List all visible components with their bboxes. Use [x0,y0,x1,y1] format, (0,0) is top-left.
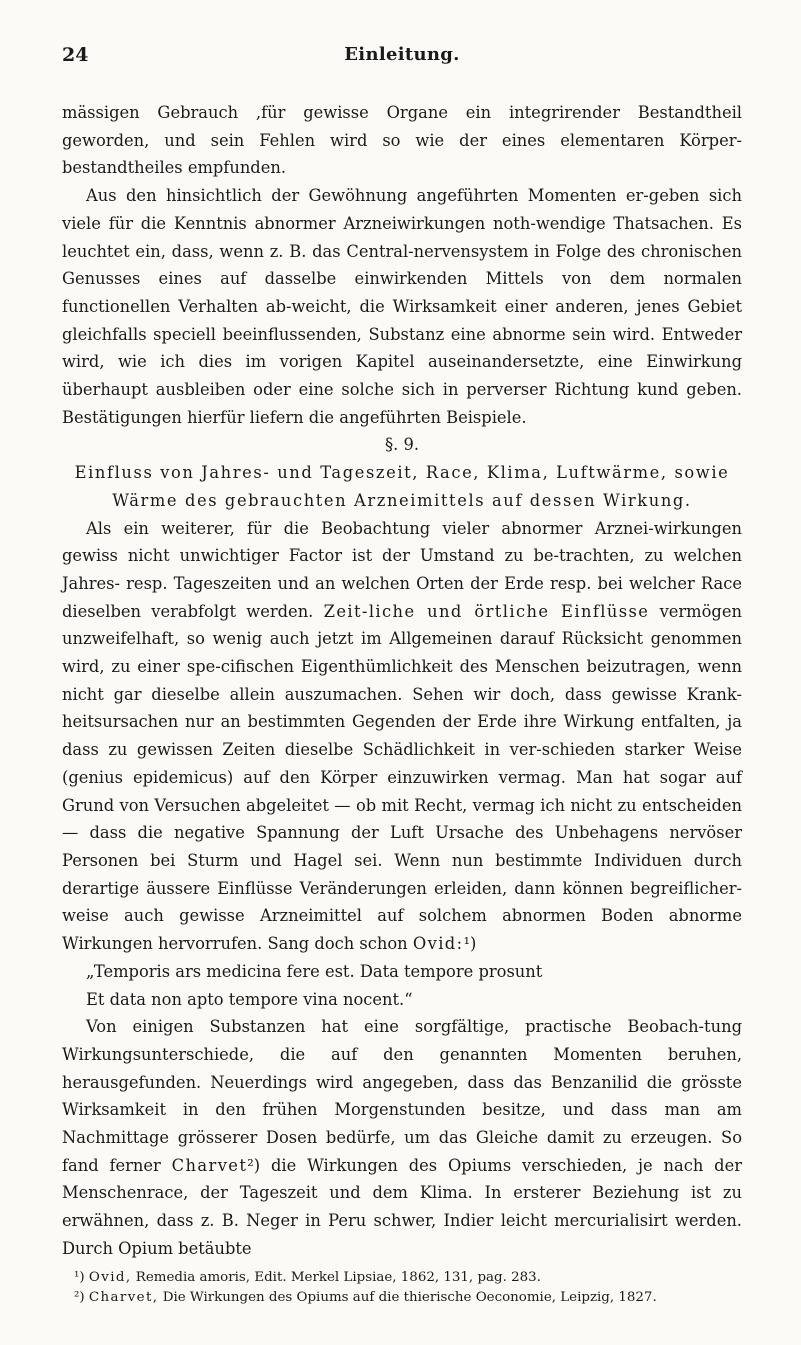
footnotes [62,1268,752,1308]
section-number: §. 9. [384,435,420,455]
page-header [62,44,742,74]
footnote-1-text: Remedia amoris, Edit. Merkel Lipsiae, 1862, 131, pag. 283. [135,1270,541,1285]
paragraph-4-end: die Wirkungen des Opiums verschieden, je nach der Menschenrace, der Tageszeit und dem Klima. In ersterer Beziehung ist zu erwähnen, dass z. B. Neger in Peru schwer, Indier leicht mercurialisirt werden. Durch Opium betäubte [62,1155,742,1258]
paragraph-3-mid: vermögen unzweifelhaft, so wenig auch jetzt im Allgemeinen darauf Rücksicht genommen wird, zu einer spe-cifischen Eigenthümlichkeit des Menschen beizutragen, wenn nicht gar dieselbe allein auszumachen. Sehen wir doch, dass gewisse Krank-heitsursachen nur an bestimmten Gegenden der Erde ihre Wirkung entfalten, ja dass zu gewissen Zeiten dieselbe Schädlichkeit in ver-schieden starker Weise (genius epidemicus) auf den Körper einzuwirken vermag. Man hat sogar auf Grund von Versuchen abgeleitet — ob mit Recht, vermag ich nicht zu entscheiden — dass die negative Spannung der Luft Ursache des Unbehagens nervöser Personen bei Sturm und Hagel sei. Wenn nun bestimmte Individuen durch derartige äussere Einflüsse Veränderungen erleiden, dann können begreiflicher-weise auch gewisse Arzneimittel auf solchem abnormen Boden abnorme Wirkungen hervorrufen. Sang doch schon [62,601,742,954]
section-title: Einfluss von Jahres- und Tageszeit, Race, Klima, Luftwärme, sowie Wärme des gebrauchten Arzneimittels auf dessen Wirkung. [74,463,730,510]
quote-line-2: Et data non apto tempore vina nocent.“ [86,989,413,1009]
paragraph-3-start: Als ein weiterer, für die Beobachtung vieler abnormer Arznei-wirkungen gewiss nicht unwichtiger Factor ist der Umstand zu be-trachten, zu welchen Jahres- resp. Tageszeiten und an welchen Orten der Erde resp. bei welcher Race dieselben verabfolgt werden. [62,518,742,621]
paragraph-4-start: Von einigen Substanzen hat eine sorgfältige, practische Beobach-tung Wirkungsunterschiede, die auf den genannten Momenten beruhen, herausgefunden. Neuerdings wird angegeben, dass das Benzanilid die grösste Wirksamkeit in den frühen Morgenstunden besitze, und dass man am Nachmittage grösserer Dosen bedürfe, um das Gleiche damit zu erzeugen. So fand ferner [62,1017,742,1175]
footnote-ref-2[interactable]: ²) [247,1155,261,1175]
paragraph-3 [62,515,742,958]
footnote-2-author: Charvet, [88,1290,159,1305]
author-charvet: Charvet [171,1155,248,1175]
footnote-2-mark: ²) [74,1290,85,1305]
footnote-ref-1[interactable]: ¹) [463,934,477,954]
footnote-2-text: Die Wirkungen des Opiums auf die thierische Oeconomie, Leipzig, 1827. [162,1290,657,1305]
footnote-1-mark: ¹) [74,1270,85,1285]
footnote-2 [62,1288,752,1308]
footnote-1-author: Ovid, [88,1270,132,1285]
paragraph-2: Aus den hinsichtlich der Gewöhnung angeführten Momenten er-geben sich viele für die Kenntnis abnormer Arzneiwirkungen noth-wendige Thatsachen. Es leuchtet ein, dass, wenn z. B. das Central-nervensystem in Folge des chronischen Genusses eines auf dasselbe einwirkenden Mittels von dem normalen functionellen Verhalten ab-weicht, die Wirksamkeit einer anderen, jenes Gebiet gleichfalls speciell beeinflussenden, Substanz eine abnorme sein wird. Entweder wird, wie ich dies im vorigen Kapitel auseinandersetzte, eine Einwirkung überhaupt ausbleiben oder eine solche sich in perverser Richtung kund geben. Bestätigungen hierfür liefern die angeführten Beispiele. [62,186,742,427]
emphasis-spaced: Zeit-liche und örtliche Einflüsse [323,601,650,621]
paragraph-4 [62,1013,742,1262]
quote-line-1: „Temporis ars medicina fere est. Data tempore prosunt [86,961,543,981]
running-head: Einleitung. [344,44,460,65]
page-number: 24 [62,44,89,66]
footnote-1 [62,1268,752,1288]
paragraph-1: mässigen Gebrauch ,für gewisse Organe ein integrirender Bestandtheil geworden, und sein Fehlen wird so wie der eines elementaren Körper-bestandtheiles empfunden. [62,103,742,178]
author-ovid: Ovid: [412,934,464,954]
page-body [62,99,742,1263]
